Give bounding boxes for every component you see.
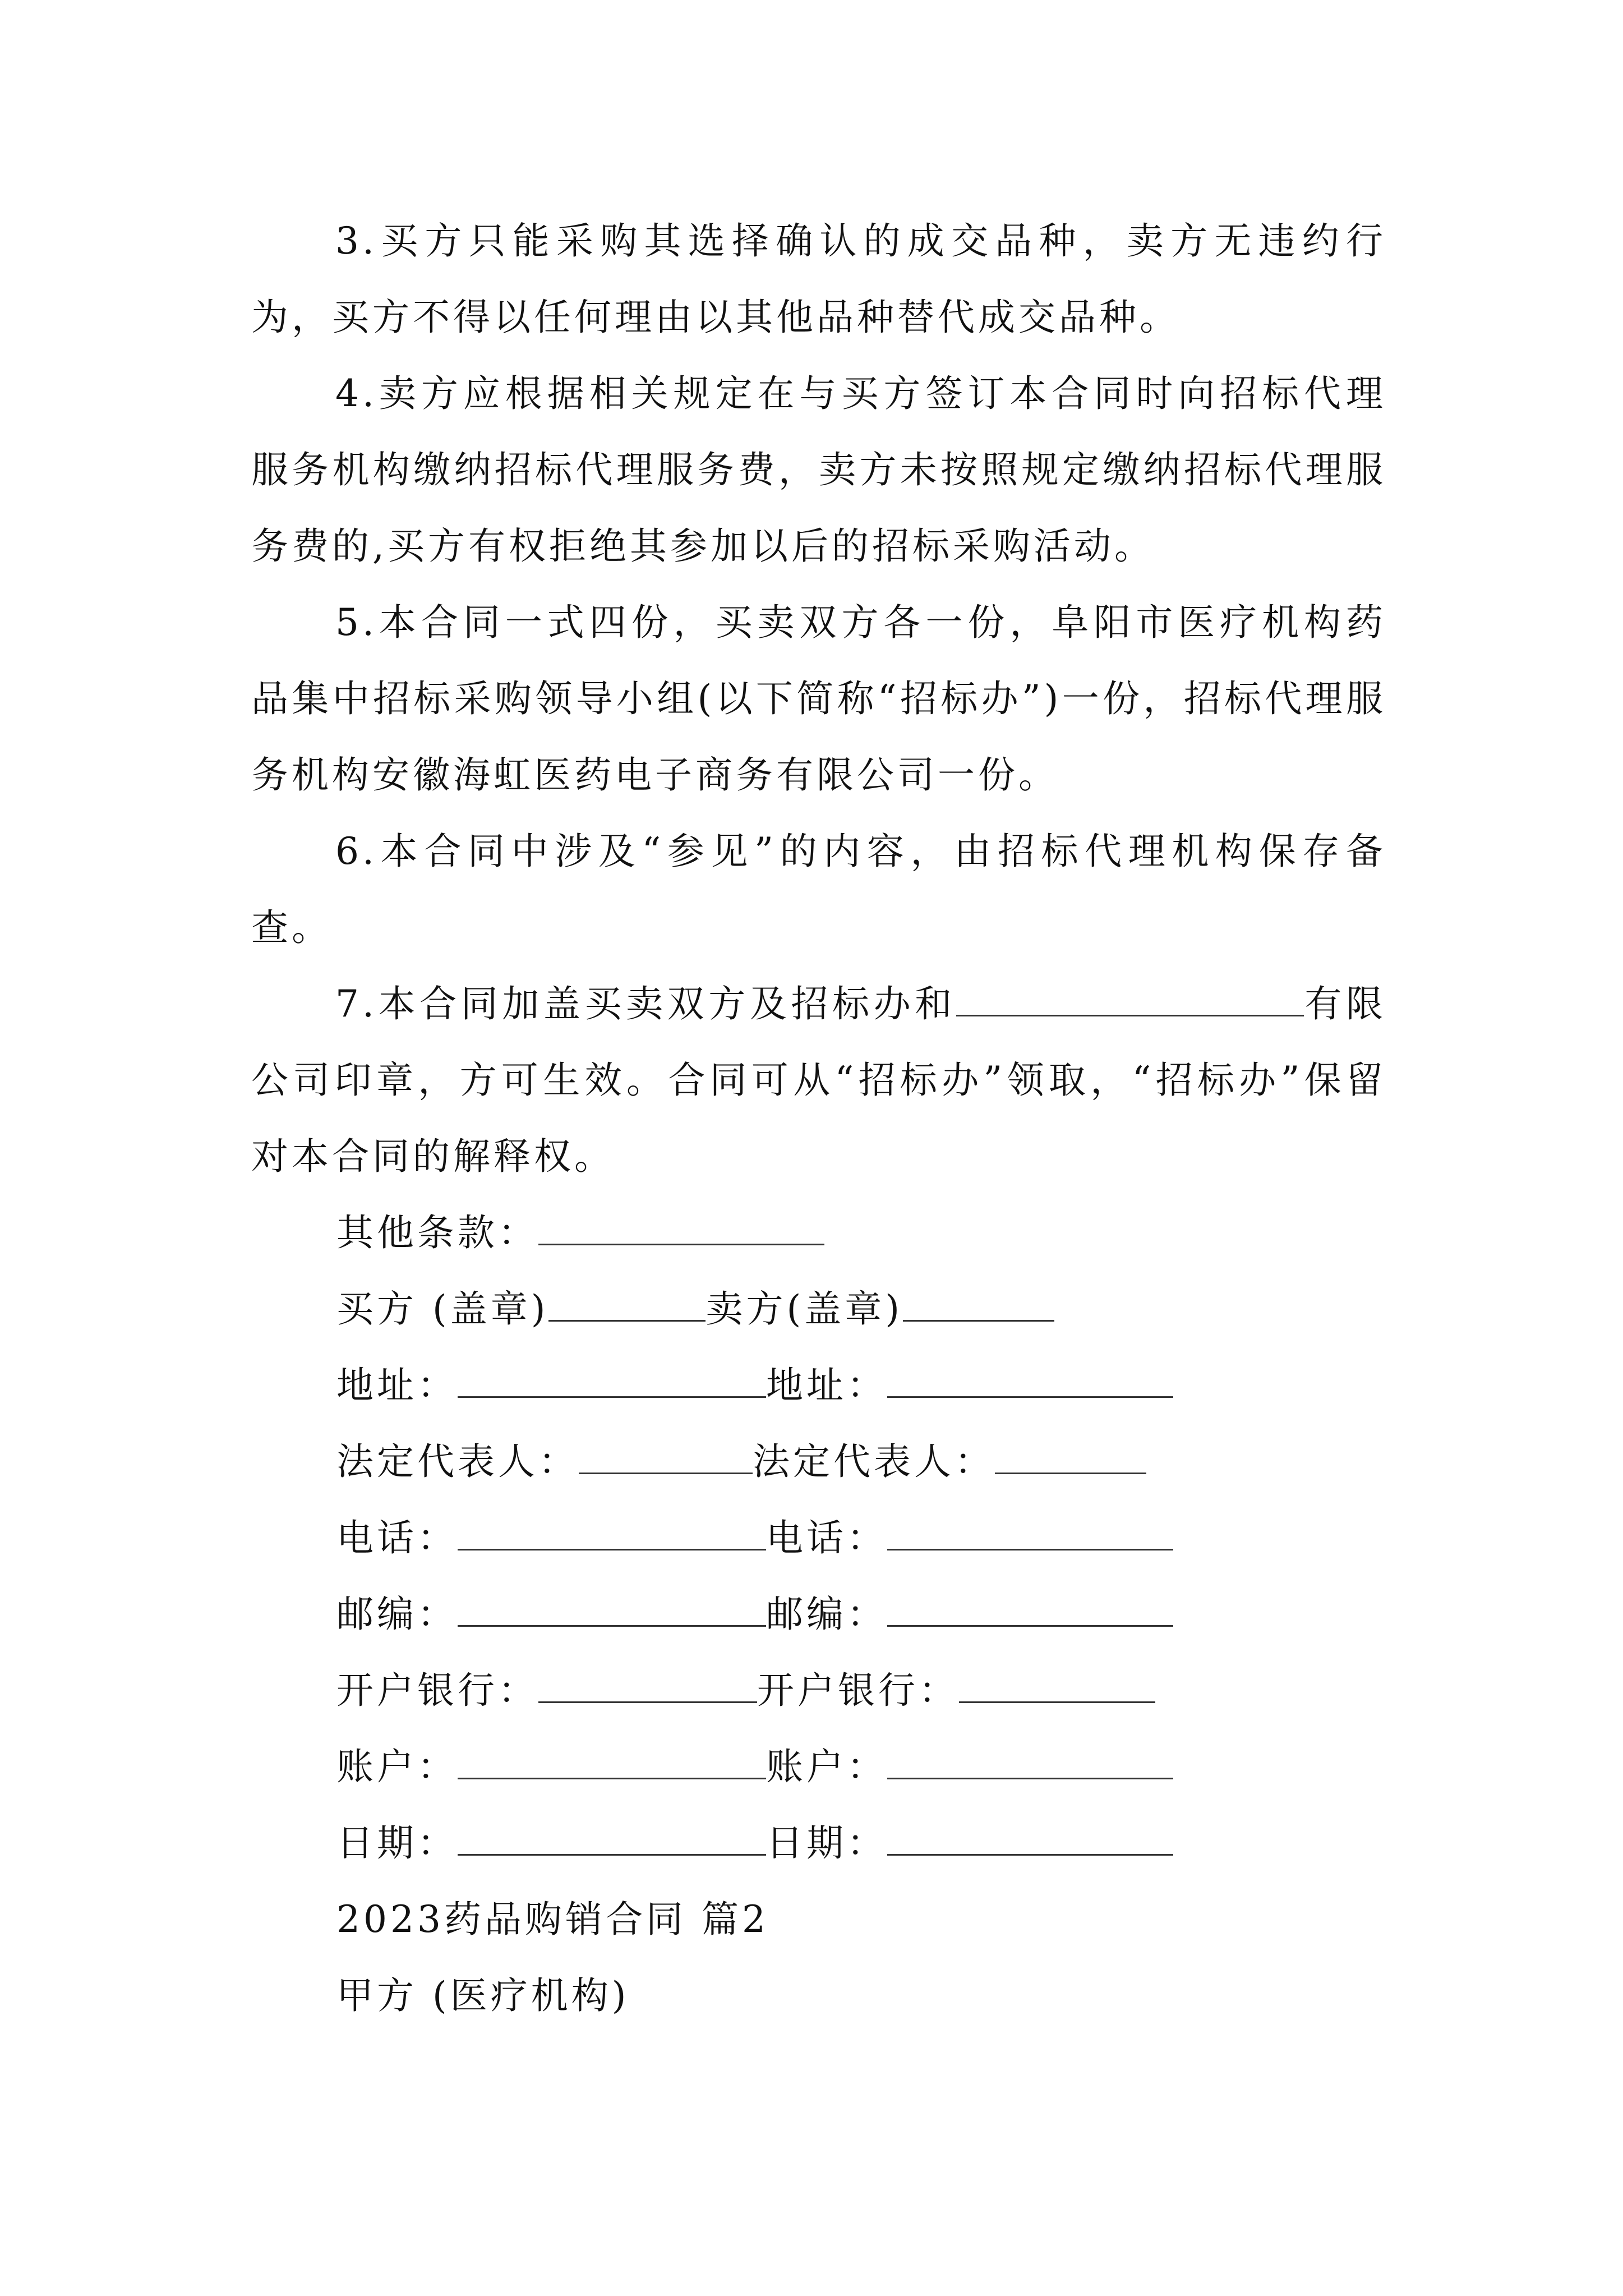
buyer-account-label: 账户：	[336, 1745, 458, 1788]
buyer-legal-rep-blank	[579, 1441, 753, 1474]
address-line	[336, 1347, 1173, 1424]
buyer-bank-blank	[538, 1670, 757, 1703]
paragraph-6: 6.本合同中涉及“参见”的内容，由招标代理机构保存备查。	[251, 830, 1386, 949]
date-line	[336, 1805, 1173, 1881]
seller-bank-blank	[959, 1670, 1155, 1703]
buyer-bank-label: 开户银行：	[336, 1669, 538, 1712]
buyer-address-blank	[458, 1365, 766, 1398]
seller-legal-rep-label: 法定代表人：	[753, 1440, 995, 1483]
seller-seal-label: 卖方(盖章)	[706, 1287, 903, 1331]
party-a-line: 甲方 (医疗机构)	[336, 1974, 630, 2017]
phone-line	[336, 1500, 1173, 1576]
section-title: 2023药品购销合同 篇2	[336, 1898, 769, 1941]
seller-phone-label: 电话：	[766, 1516, 887, 1559]
buyer-seal-blank	[548, 1289, 706, 1322]
buyer-phone-blank	[458, 1517, 766, 1550]
buyer-date-label: 日期：	[336, 1821, 458, 1865]
seller-postcode-blank	[887, 1594, 1173, 1627]
seller-account-blank	[887, 1746, 1173, 1779]
paragraph-4: 4.卖方应根据相关规定在与买方签订本合同时向招标代理服务机构缴纳招标代理服务费，卖方未按照规定缴纳招标代理服务费的,买方有权拒绝其参加以后的招标采购活动。	[251, 372, 1386, 568]
postcode-line	[336, 1576, 1173, 1653]
seller-phone-blank	[887, 1517, 1173, 1550]
paragraph-7-start: 7.本合同加盖买卖双方及招标办和	[335, 982, 956, 1025]
buyer-phone-label: 电话：	[336, 1516, 458, 1559]
paragraph-7	[251, 966, 1386, 1195]
buyer-postcode-label: 邮编：	[336, 1593, 458, 1636]
paragraph-3: 3.买方只能采购其选择确认的成交品种，卖方无违约行为，买方不得以任何理由以其他品种替代成交品种。	[251, 219, 1386, 339]
seller-date-label: 日期：	[766, 1821, 887, 1865]
legal-rep-line	[336, 1424, 1146, 1500]
seal-line	[336, 1271, 1054, 1347]
other-terms-line	[336, 1195, 824, 1271]
other-terms-blank	[538, 1212, 824, 1245]
seller-postcode-label: 邮编：	[766, 1593, 887, 1636]
seller-address-blank	[887, 1365, 1173, 1398]
buyer-account-blank	[458, 1746, 766, 1779]
buyer-seal-label: 买方 (盖章)	[336, 1287, 549, 1331]
seller-date-blank	[887, 1823, 1173, 1856]
seller-legal-rep-blank	[995, 1441, 1146, 1474]
seller-seal-blank	[903, 1289, 1054, 1322]
other-terms-label: 其他条款：	[336, 1211, 538, 1254]
bank-line	[336, 1653, 1155, 1729]
paragraph-7-end: 有限公司印章，方可生效。合同可从“招标办”领取，“招标办”保留对本合同的解释权。	[251, 982, 1386, 1178]
seller-bank-label: 开户银行：	[757, 1669, 959, 1712]
seller-address-label: 地址：	[766, 1364, 887, 1407]
buyer-legal-rep-label: 法定代表人：	[336, 1440, 579, 1483]
seller-account-label: 账户：	[766, 1745, 887, 1788]
company-name-blank	[956, 983, 1304, 1016]
buyer-postcode-blank	[458, 1594, 766, 1627]
paragraph-5: 5.本合同一式四份，买卖双方各一份，阜阳市医疗机构药品集中招标采购领导小组(以下简称“招标办”)一份，招标代理服务机构安徽海虹医药电子商务有限公司一份。	[251, 601, 1386, 797]
buyer-date-blank	[458, 1823, 766, 1856]
buyer-address-label: 地址：	[336, 1364, 458, 1407]
account-line	[336, 1729, 1173, 1805]
